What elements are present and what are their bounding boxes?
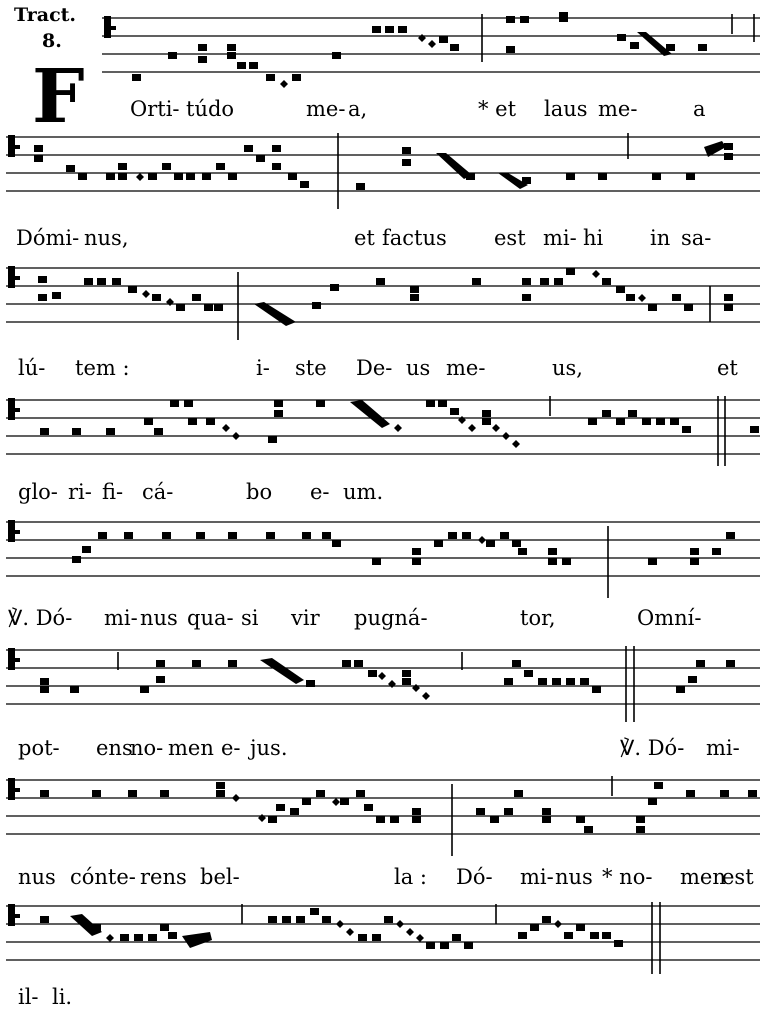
lyric-line-4-syl-2: ri- (68, 480, 92, 504)
lyric-line-7-syl-1: nus (18, 865, 56, 889)
lyric-line-3-syl-1: lú- (18, 356, 46, 380)
lyric-line-2-syl-1: Dómi- (16, 226, 80, 250)
lyric-line-3-syl-2: tem : (75, 356, 130, 380)
lyric-line-7-syl-8: nus (555, 865, 593, 889)
staff-1-notation (102, 14, 760, 78)
lyric-line-2-syl-7: hi (583, 226, 604, 250)
lyric-line-3-syl-3: i- (256, 356, 270, 380)
lyric-line-7-syl-3: rens (140, 865, 187, 889)
lyric-line-1-syl-1: Orti- (130, 97, 180, 121)
lyric-line-5-syl-2: mi- (104, 606, 138, 630)
staff-4 (6, 396, 760, 454)
lyric-line-8-syl-2: li. (52, 985, 73, 1009)
staff-7-notation (6, 776, 760, 856)
lyric-line-3-syl-8: us, (552, 356, 583, 380)
lyric-line-1-syl-7: me- (598, 97, 638, 121)
lyric-line-6-syl-2: ens (96, 736, 133, 760)
staff-6-notation (6, 646, 760, 724)
lyric-line-6-syl-1: pot- (18, 736, 60, 760)
lyric-line-7-syl-10: men (680, 865, 726, 889)
lyric-line-5-syl-3: nus (140, 606, 178, 630)
lyric-line-3-syl-7: me- (446, 356, 486, 380)
lyric-line-1-syl-4: a, (348, 97, 368, 121)
lyric-line-2-syl-3: et (354, 226, 375, 250)
lyric-line-7-syl-9: * no- (602, 865, 653, 889)
lyric-line-5-syl-8: tor, (520, 606, 556, 630)
lyric-line-5-syl-1: ℣. Dó- (8, 606, 73, 630)
lyric-line-3-syl-6: us (406, 356, 431, 380)
lyric-line-4-syl-7: um. (343, 480, 384, 504)
staff-4-notation (6, 396, 760, 466)
lyric-line-1-syl-8: a (693, 97, 706, 121)
staff-5 (6, 518, 760, 576)
lyric-line-1-syl-3: me- (306, 97, 346, 121)
lyric-line-5-syl-4: qua- (187, 606, 234, 630)
staff-2 (6, 133, 760, 191)
lyric-line-3-syl-4: ste (295, 356, 327, 380)
lyric-line-4-syl-6: e- (310, 480, 330, 504)
lyric-line-5-syl-5: si (241, 606, 259, 630)
staff-2-notation (6, 133, 760, 197)
lyric-line-7-syl-4: bel- (200, 865, 240, 889)
lyric-line-5-syl-6: vir (291, 606, 320, 630)
lyric-line-7-syl-7: mi- (520, 865, 554, 889)
lyric-line-6-syl-6: jus. (250, 736, 288, 760)
lyric-line-4-syl-1: glo- (18, 480, 58, 504)
lyric-line-3-syl-5: De- (356, 356, 393, 380)
staff-6 (6, 646, 760, 704)
lyric-line-1-syl-2: túdo (186, 97, 235, 121)
lyric-line-4-syl-5: bo (246, 480, 273, 504)
lyric-line-4-syl-3: fi- (102, 480, 124, 504)
lyric-line-7-syl-11: est (722, 865, 754, 889)
lyric-line-2-syl-5: est (494, 226, 526, 250)
tract-label: Tract. (14, 4, 77, 26)
lyric-line-4-syl-4: cá- (142, 480, 174, 504)
lyric-line-7-syl-2: cónte- (70, 865, 136, 889)
lyric-line-7-syl-5: la : (394, 865, 427, 889)
lyric-line-5-syl-9: Omní- (637, 606, 702, 630)
staff-7 (6, 776, 760, 834)
lyric-line-8-syl-1: il- (18, 985, 39, 1009)
lyric-line-5-syl-7: pugná- (354, 606, 428, 630)
lyric-line-6-syl-5: e- (221, 736, 241, 760)
lyric-line-3-syl-9: et (717, 356, 738, 380)
staff-3-notation (6, 264, 760, 328)
staff-1 (102, 14, 760, 72)
lyric-line-6-syl-8: mi- (706, 736, 740, 760)
lyric-line-6-syl-7: ℣. Dó- (620, 736, 685, 760)
lyric-line-2-syl-9: sa- (681, 226, 712, 250)
staff-8-notation (6, 902, 760, 974)
lyric-line-7-syl-6: Dó- (456, 865, 493, 889)
lyric-line-2-syl-2: nus, (84, 226, 129, 250)
staff-5-notation (6, 518, 760, 598)
lyric-line-1-syl-5: * et (478, 97, 517, 121)
lyric-line-2-syl-8: in (650, 226, 671, 250)
lyric-line-6-syl-4: men (168, 736, 214, 760)
lyric-line-6-syl-3: no- (130, 736, 164, 760)
tract-number: 8. (42, 30, 62, 52)
drop-cap-initial: F (32, 54, 85, 140)
staff-3 (6, 264, 760, 322)
staff-8 (6, 902, 760, 960)
lyric-line-2-syl-6: mi- (543, 226, 577, 250)
lyric-line-1-syl-6: laus (544, 97, 588, 121)
lyric-line-2-syl-4: factus (382, 226, 447, 250)
